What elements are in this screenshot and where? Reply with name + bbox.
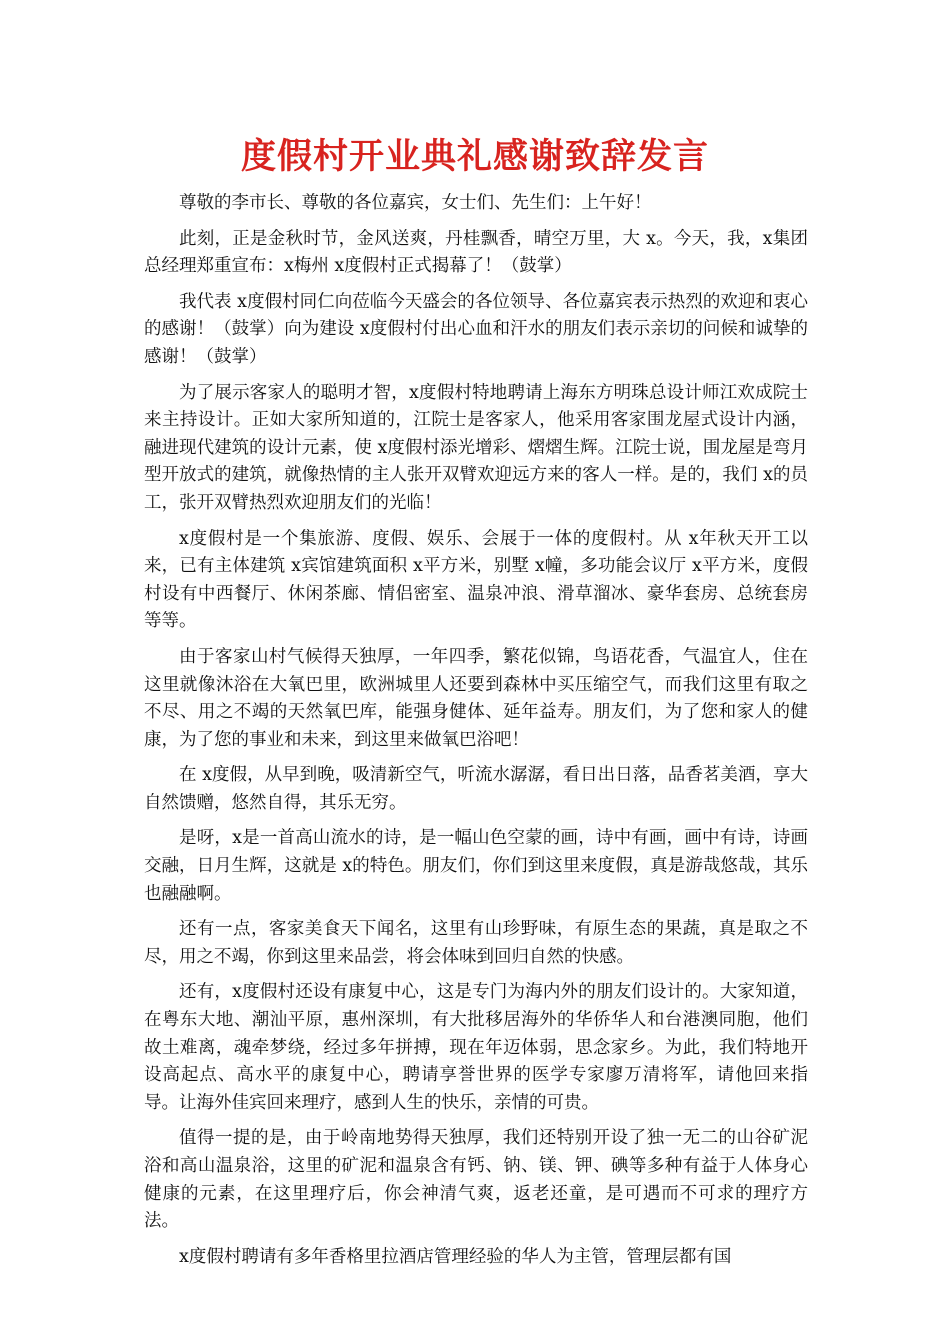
paragraph-leisure: 在 x度假，从早到晚，吸清新空气，听流水潺潺，看日出日落，品香茗美酒，享大自然馈赠，悠然自得，其乐无穷。 <box>144 765 808 813</box>
paragraph-management: x度假村聘请有多年香格里拉酒店管理经验的华人为主管，管理层都有国 <box>179 1246 732 1267</box>
paragraph-rehab-center: 还有，x度假村还设有康复中心，这是专门为海内外的朋友们设计的。大家知道，在粤东大地、潮汕平原，惠州深圳，有大批移居海外的华侨华人和台港澳同胞，他们故土难离，魂牵梦绕，经过多年拼搏，现在年迈体弱，思念家乡。为此，我们特地开设高起点、高水平的康复中心，聘请享誉世界的医学专家廖万清将军，请他回来指导。让海外佳宾回来理疗，感到人生的快乐，亲情的可贵。 <box>144 982 808 1113</box>
paragraph-thanks: 我代表 x度假村同仁向莅临今天盛会的各位领导、各位嘉宾表示热烈的欢迎和衷心的感谢！（鼓掌）向为建设 x度假村付出心血和汗水的朋友们表示亲切的问候和诚挚的感谢！（鼓掌） <box>144 291 808 367</box>
paragraph-cuisine: 还有一点，客家美食天下闻名，这里有山珍野味，有原生态的果蔬，真是取之不尽，用之不竭，你到这里来品尝，将会体味到回归自然的快感。 <box>144 919 808 967</box>
document-title: 度假村开业典礼感谢致辞发言 <box>240 136 709 177</box>
paragraph-facilities: x度假村是一个集旅游、度假、娱乐、会展于一体的度假村。从 x年秋天开工以来，已有主体建筑 x宾馆建筑面积 x平方米，别墅 x幢，多功能会议厅 x平方米，度假村设有中西餐厅、休闲茶廊、情侣密室、温泉冲浪、滑草溜冰、豪华套房、总统套房等等。 <box>144 528 808 632</box>
paragraph-greeting: 尊敬的李市长、尊敬的各位嘉宾，女士们、先生们：上午好！ <box>179 193 652 213</box>
paragraph-announcement: 此刻，正是金秋时节，金风送爽，丹桂飘香，晴空万里，大 x。今天，我，x集团总经理郑重宣布：x梅州 x度假村正式揭幕了！（鼓掌） <box>144 228 808 277</box>
paragraph-climate: 由于客家山村气候得天独厚，一年四季，繁花似锦，鸟语花香，气温宜人，住在这里就像沐浴在大氧巴里，欧洲城里人还要到森林中买压缩空气，而我们这里有取之不尽、用之不竭的天然氧巴库，能强身健体、延年益寿。朋友们，为了您和家人的健康，为了您的事业和未来，到这里来做氧巴浴吧！ <box>144 646 808 750</box>
paragraph-design: 为了展示客家人的聪明才智，x度假村特地聘请上海东方明珠总设计师江欢成院士来主持设计。正如大家所知道的，江院士是客家人，他采用客家围龙屋式设计内涵，融进现代建筑的设计元素，使 x度假村添光增彩、熠熠生辉。江院士说，围龙屋是弯月型开放式的建筑，就像热情的主人张开双臂欢迎远方来的客人一样。是的，我们 x的员工，张开双臂热烈欢迎朋友们的光临！ <box>144 382 808 513</box>
document-body <box>144 190 808 1279</box>
paragraph-poetry: 是呀，x是一首高山流水的诗，是一幅山色空蒙的画，诗中有画，画中有诗，诗画交融，日月生辉，这就是 x的特色。朋友们，你们到这里来度假，真是游哉悠哉，其乐也融融啊。 <box>144 828 808 904</box>
paragraph-spa: 值得一提的是，由于岭南地势得天独厚，我们还特别开设了独一无二的山谷矿泥浴和高山温泉浴，这里的矿泥和温泉含有钙、钠、镁、钾、碘等多种有益于人体身心健康的元素，在这里理疗后，你会神清气爽，返老还童，是可遇而不可求的理疗方法。 <box>144 1128 808 1232</box>
